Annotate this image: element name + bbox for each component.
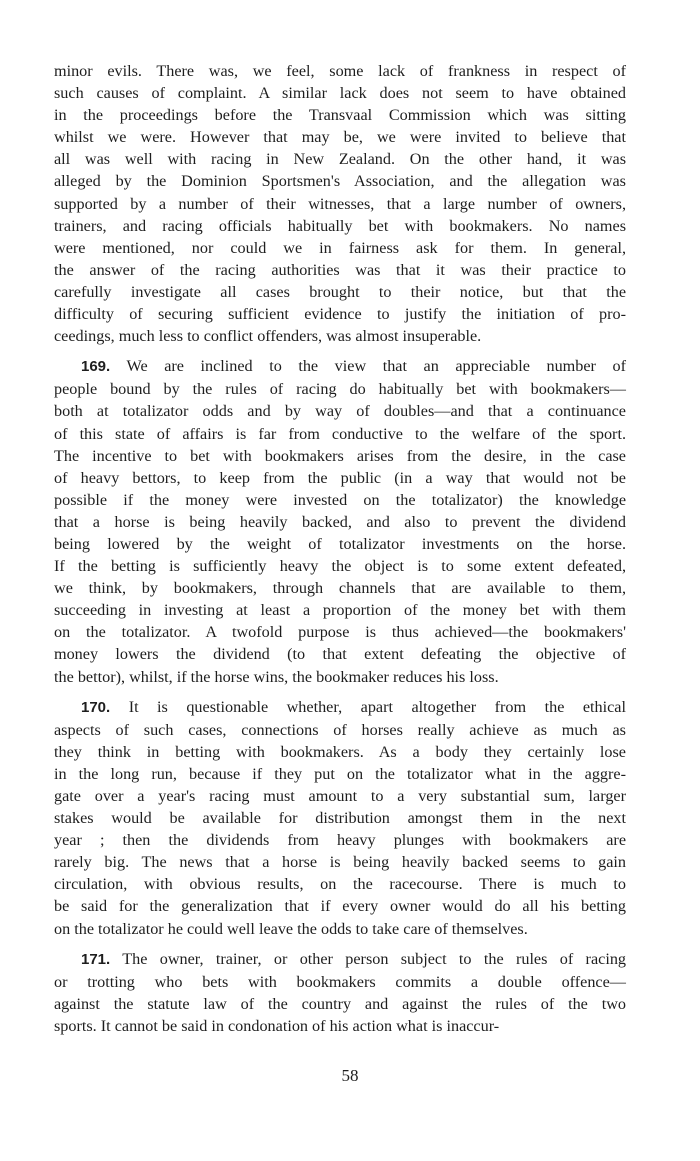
paragraph-p171 xyxy=(54,948,626,1037)
text-line: be said for the generalization that if every owner would do all his betting xyxy=(54,897,626,916)
text-line: both at totalizator odds and by way of doubles—and that a continuance xyxy=(54,402,626,421)
paragraph-p0 xyxy=(54,60,626,347)
text-line: circulation, with obvious results, on the racecourse. There is much to xyxy=(54,875,626,894)
text-line: aspects of such cases, connections of horses really achieve as much as xyxy=(54,720,626,739)
text-line: or trotting who bets with bookmakers commits a double offence— xyxy=(54,972,626,991)
text-line: of this state of affairs is far from conductive to the welfare of the sport. xyxy=(54,424,626,443)
text-line: the bettor), whilst, if the horse wins, the bookmaker reduces his loss. xyxy=(54,667,499,686)
text-line: carefully investigate all cases brought to their notice, but that the xyxy=(54,282,626,301)
text-line: all was well with racing in New Zealand. On the other hand, it was xyxy=(54,150,626,169)
text-line: If the betting is sufficiently heavy the object is to some extent defeated, xyxy=(54,557,626,576)
text-line: such causes of complaint. A similar lack does not seem to have obtained xyxy=(54,84,626,103)
text-line: being lowered by the weight of totalizator investments on the horse. xyxy=(54,534,626,553)
text-line: The incentive to bet with bookmakers arises from the desire, in the case xyxy=(54,446,626,465)
text-line: supported by a number of their witnesses, that a large number of owners, xyxy=(54,194,626,213)
text-line: The owner, trainer, or other person subject to the rules of racing xyxy=(122,949,627,968)
paragraph-p170 xyxy=(54,696,626,940)
paragraph-number: 170. xyxy=(81,698,111,716)
text-line: that a horse is being heavily backed, and also to prevent the dividend xyxy=(54,512,626,531)
text-line: they think in betting with bookmakers. As a body they certainly lose xyxy=(54,742,626,761)
text-line: stakes would be available for distribution amongst them in the next xyxy=(54,809,626,828)
text-line: in the proceedings before the Transvaal Commission which was sitting xyxy=(54,106,626,125)
page-body xyxy=(54,60,626,1037)
text-line: gate over a year's racing must amount to a very substantial sum, larger xyxy=(54,787,626,805)
text-line: possible if the money were invested on the totalizator) the knowledge xyxy=(54,490,626,509)
paragraph-number: 169. xyxy=(81,358,111,376)
text-line: We are inclined to the view that an appreciable number of xyxy=(126,357,626,376)
text-line: of heavy bettors, to keep from the public (in a way that would not be xyxy=(54,468,626,487)
text-line: on the totalizator. A twofold purpose is thus achieved—the bookmakers' xyxy=(54,623,626,642)
text-line: ceedings, much less to conflict offenders, was almost insuperable. xyxy=(54,327,482,346)
text-line: difficulty of securing sufficient evidence to justify the initiation of pro- xyxy=(54,305,626,324)
text-line: year ; then the dividends from heavy plunges with bookmakers are xyxy=(54,831,626,850)
text-line: whilst we were. However that may be, we were invited to believe that xyxy=(54,128,626,147)
paragraph-number: 171. xyxy=(81,950,111,968)
text-line: on the totalizator he could well leave the odds to take care of themselves. xyxy=(54,919,528,938)
text-line: in the long run, because if they put on the totalizator what in the aggre- xyxy=(54,764,626,783)
text-line: the answer of the racing authorities was that it was their practice to xyxy=(54,260,626,279)
text-line: minor evils. There was, we feel, some lack of frankness in respect of xyxy=(54,62,626,80)
text-line: we think, by bookmakers, through channels that are available to them, xyxy=(54,579,626,598)
text-line: people bound by the rules of racing do habitually bet with bookmakers— xyxy=(54,380,626,399)
paragraph-p169 xyxy=(54,355,626,687)
text-line: alleged by the Dominion Sportsmen's Association, and the allegation was xyxy=(54,172,626,191)
text-line: rarely big. The news that a horse is being heavily backed seems to gain xyxy=(54,853,626,872)
text-line: trainers, and racing officials habitually bet with bookmakers. No names xyxy=(54,216,626,235)
text-line: It is questionable whether, apart altogether from the ethical xyxy=(128,697,626,716)
text-line: sports. It cannot be said in condonation of his action what is inaccur- xyxy=(54,1016,500,1035)
text-line: were mentioned, nor could we in fairness ask for them. In general, xyxy=(54,238,626,257)
text-line: against the statute law of the country and against the rules of the two xyxy=(54,994,626,1013)
page-number: 58 xyxy=(341,1066,359,1085)
text-line: money lowers the dividend (to that extent defeating the objective of xyxy=(54,645,626,664)
text-line: succeeding in investing at least a proportion of the money bet with them xyxy=(54,601,626,620)
